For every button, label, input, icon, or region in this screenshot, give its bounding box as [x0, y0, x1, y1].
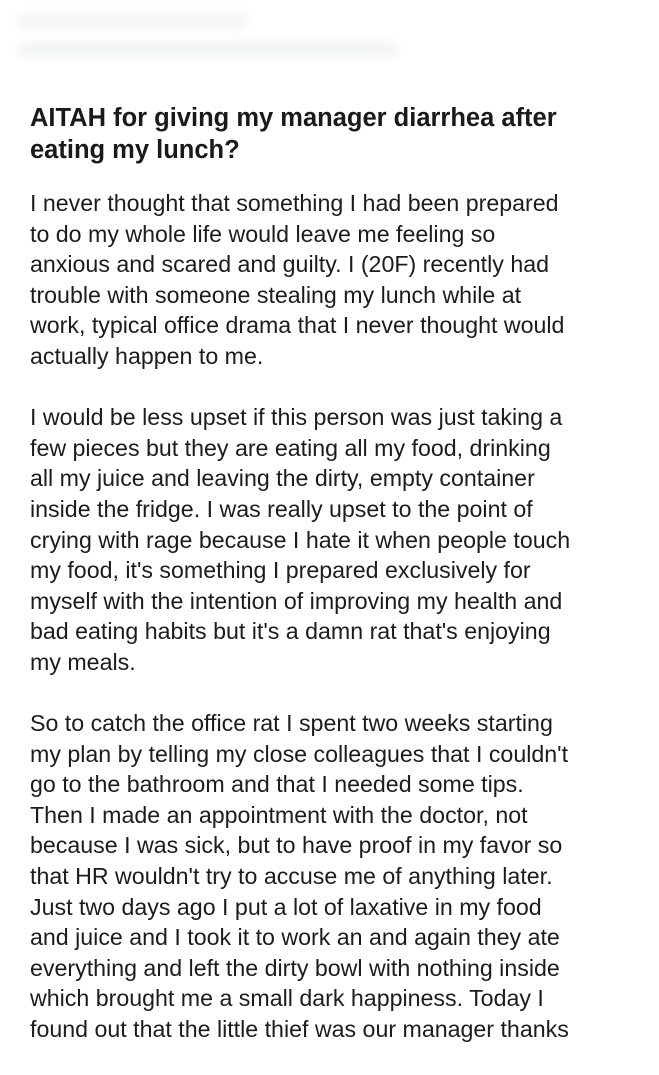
post-paragraph: I would be less upset if this person was just taking a few pieces but they are eating all my food, drinking all my juice and leaving the dirty, empty container inside the fridge. I was really upset to the point of crying with rage because I hate it when people touch my food, it's something I prepared exclusively for myself with the intention of improving my health and bad eating habits but it's a damn rat that's enjoying my meals.: [30, 404, 571, 675]
blurred-header-line: [18, 42, 398, 56]
blurred-header-line: [18, 14, 248, 28]
post-paragraph: So to catch the office rat I spent two weeks starting my plan by telling my close colleagues that I couldn't go to the bathroom and that I needed some tips. Then I made an appointment with the doctor, not because I was sick, but to have proof in my favor so that HR wouldn't try to accuse me of anything later. Just two days ago I put a lot of laxative in my food and juice and I took it to work an and again they ate everything and left the dirty bowl with nothing inside which brought me a small dark happiness. Today I found out that the little thief was our manager thanks: [30, 710, 569, 1043]
blurred-header: [18, 14, 438, 94]
post-body: [30, 188, 640, 1075]
post-title: AITAH for giving my manager diarrhea after eating my lunch?: [30, 104, 557, 164]
post-paragraph: I never thought that something I had been prepared to do my whole life would leave me feeling so anxious and scared and guilty. I (20F) recently had trouble with someone stealing my lunch while at work, typical office drama that I never thought would actually happen to me.: [30, 190, 565, 369]
